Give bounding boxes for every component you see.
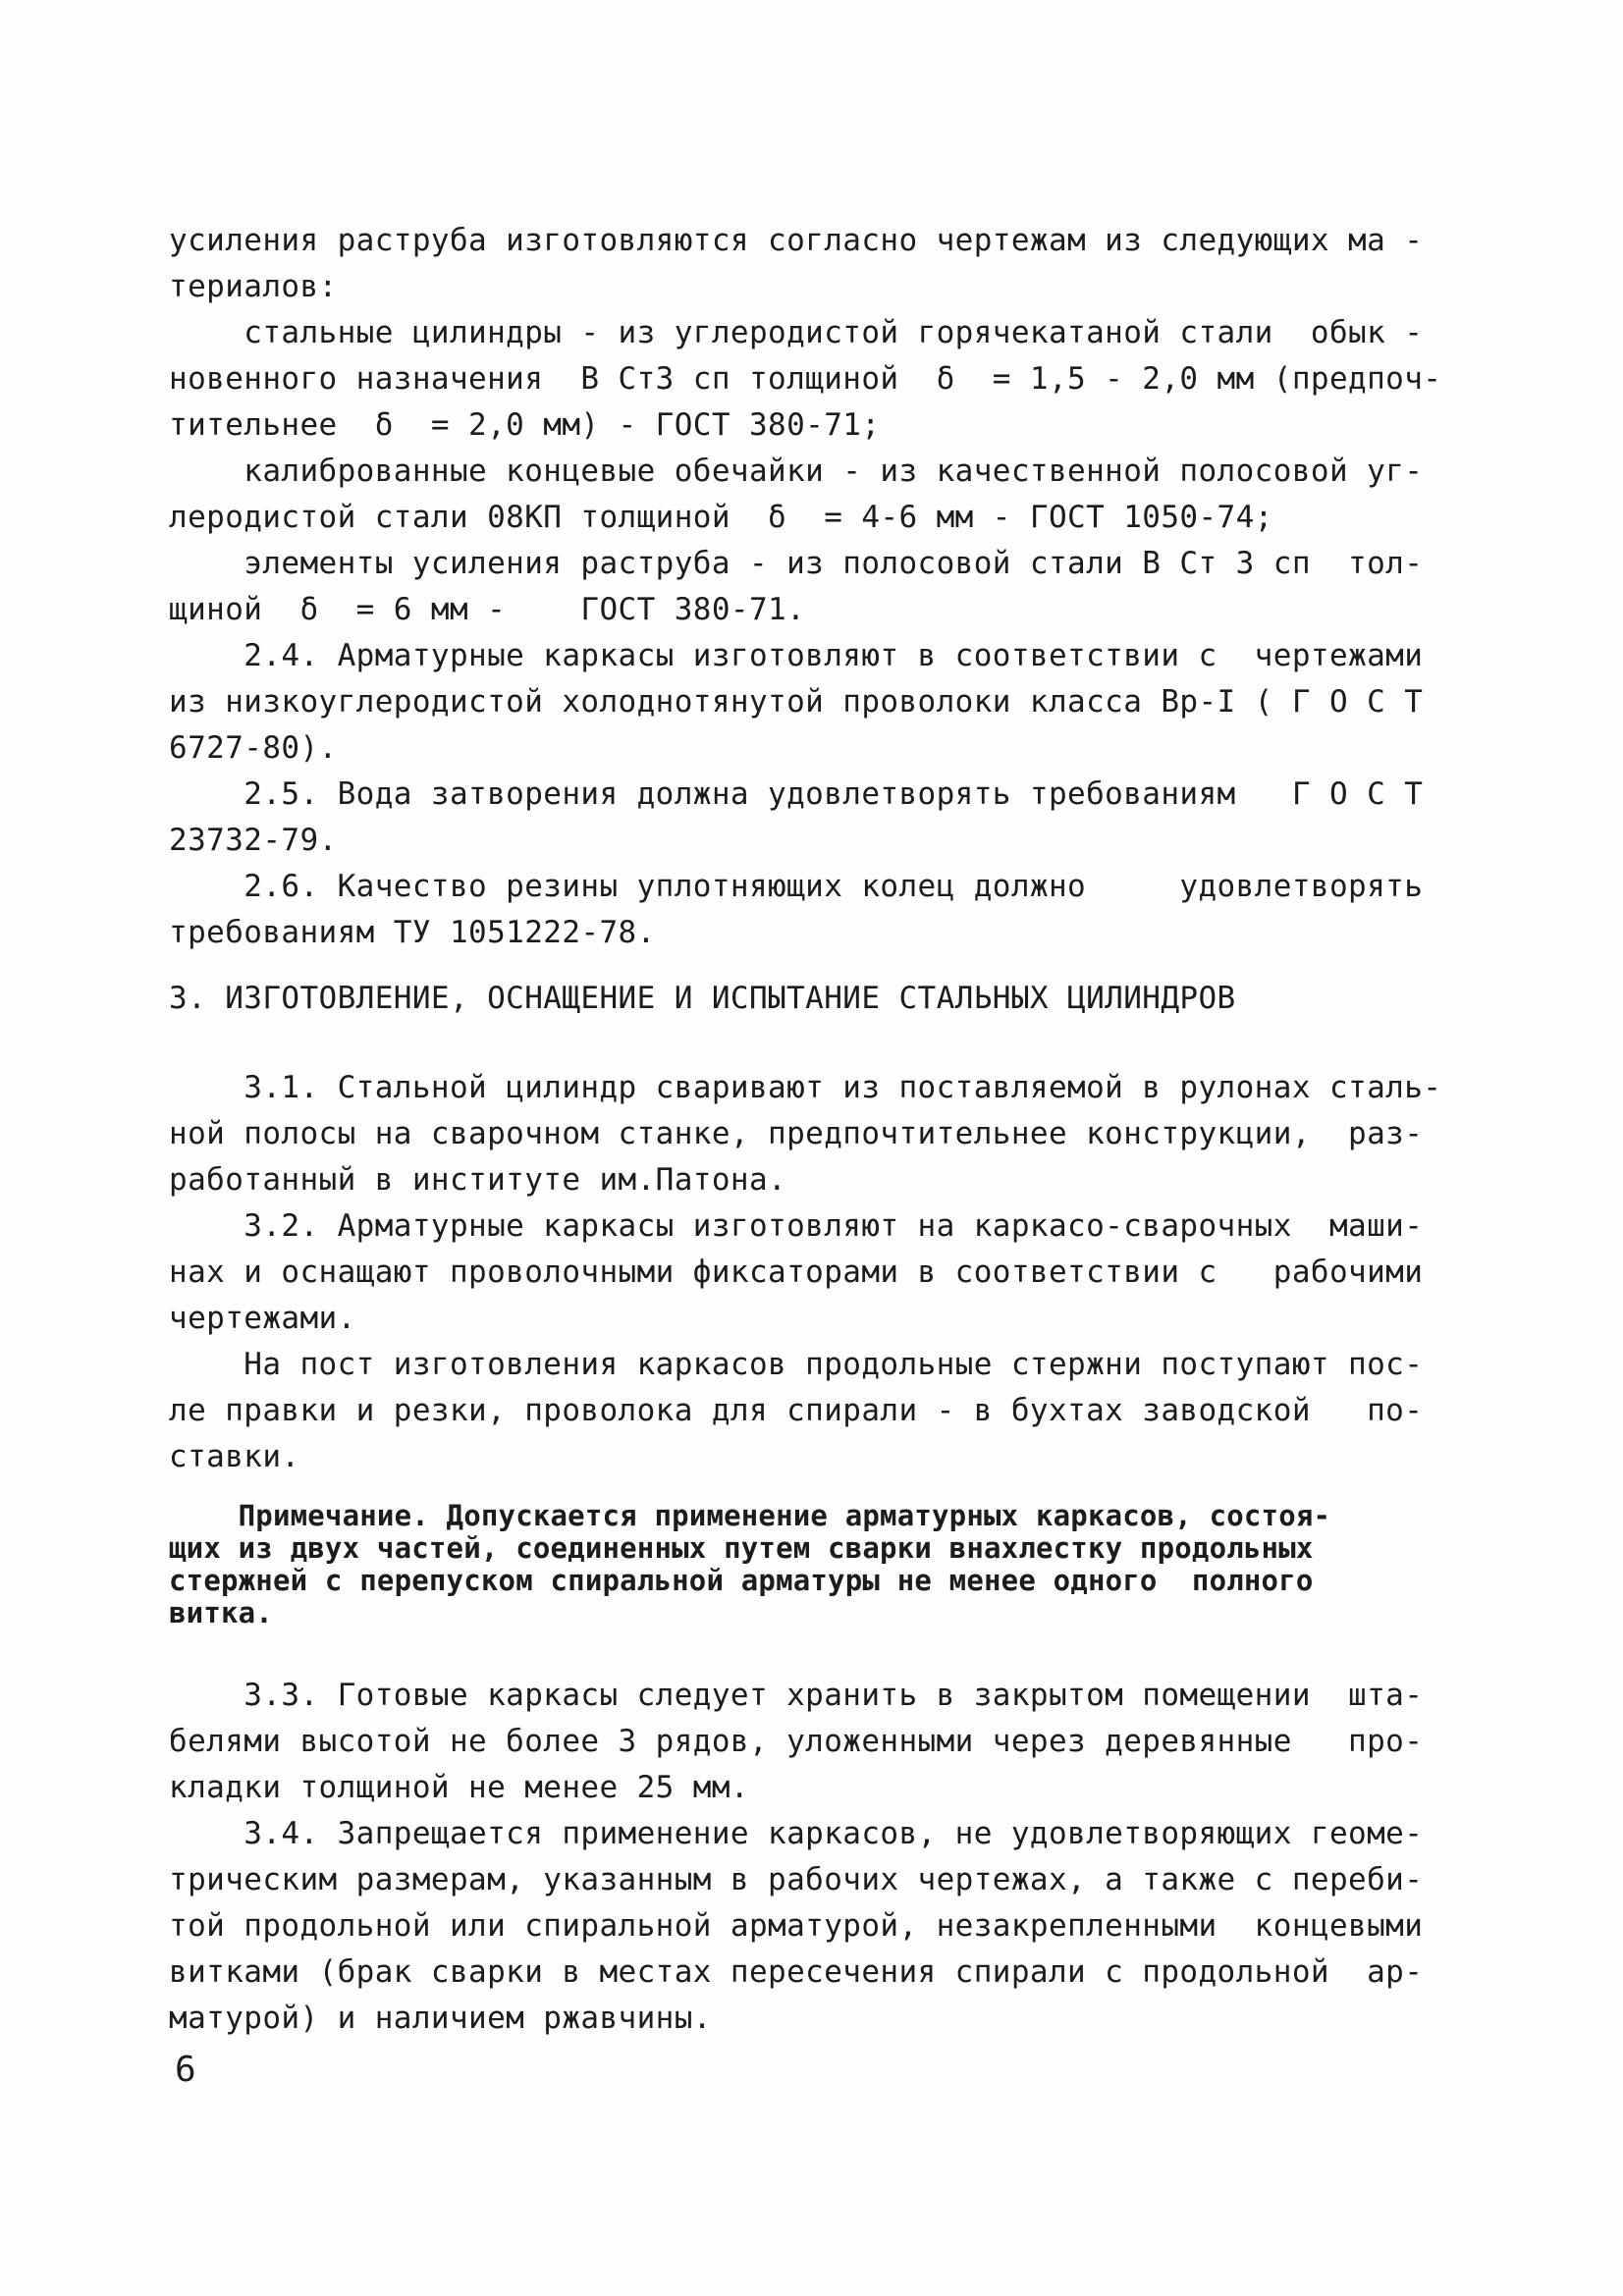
text-line: нах и оснащают проволочными фиксаторами в соответствии с рабочими [169, 1255, 1424, 1290]
text-line: 2.5. Вода затворения должна удовлетворять требованиям Г О С Т [169, 776, 1424, 812]
text-line: той продольной или спиральной арматурой, незакрепленными концевыми [169, 1908, 1424, 1944]
text-line: элементы усиления раструба - из полосовой стали В Ст 3 сп тол- [169, 546, 1424, 581]
text-line: стальные цилиндры - из углеродистой горячекатаной стали обык - [169, 315, 1424, 350]
text-line: калиброванные концевые обечайки - из качественной полосовой уг- [169, 454, 1424, 489]
note-line: стержней с перепуском спиральной арматуры не менее одного полного [169, 1564, 1314, 1597]
paragraph-group-section-3 [169, 1065, 1455, 1480]
note-block [169, 1500, 1455, 1629]
text-line: щиной δ = 6 мм - ГОСТ 380-71. [169, 592, 806, 627]
text-line: На пост изготовления каркасов продольные стержни поступают пос- [169, 1347, 1424, 1382]
text-line: ставки. [169, 1439, 300, 1474]
text-line: матурой) и наличием ржавчины. [169, 2001, 712, 2036]
text-line: кладки толщиной не менее 25 мм. [169, 1770, 749, 1805]
spacer [169, 1022, 1455, 1065]
text-line: 2.4. Арматурные каркасы изготовляют в соответствии с чертежами [169, 638, 1424, 673]
text-line: усиления раструба изготовляются согласно чертежам из следующих ма - [169, 223, 1424, 258]
text-line: 6727-80). [169, 730, 338, 766]
page-number: 6 [175, 2050, 196, 2090]
text-line: витками (брак сварки в местах пересечения спирали с продольной ар- [169, 1954, 1424, 1990]
body-text [169, 218, 1455, 2042]
text-line: 3.4. Запрещается применение каркасов, не удовлетворяющих геоме- [169, 1816, 1424, 1851]
note-line: витка. [169, 1596, 273, 1629]
text-line: тительнее δ = 2,0 мм) - ГОСТ 380-71; [169, 407, 881, 443]
text-line: ле правки и резки, проволока для спирали - в бухтах заводской по- [169, 1393, 1424, 1428]
text-line: белями высотой не более 3 рядов, уложенными через деревянные про- [169, 1724, 1424, 1759]
text-line: 3.2. Арматурные каркасы изготовляют на каркасо-сварочных маши- [169, 1208, 1424, 1244]
paragraph-group-materials [169, 218, 1455, 956]
note-line: Примечание. Допускается применение арматурных каркасов, состоя- [169, 1499, 1331, 1532]
text-line: работанный в институте им.Патона. [169, 1162, 787, 1198]
text-line: 2.6. Качество резины уплотняющих колец должно удовлетворять [169, 869, 1424, 904]
text-line: 23732-79. [169, 823, 338, 858]
text-line: новенного назначения В Ст3 сп толщиной δ = 1,5 - 2,0 мм (предпоч- [169, 361, 1442, 397]
text-line: ной полосы на сварочном станке, предпочтительнее конструкции, раз- [169, 1116, 1424, 1151]
paragraph-group-storage [169, 1673, 1455, 2042]
note-line: щих из двух частей, соединенных путем сварки внахлестку продольных [169, 1531, 1314, 1565]
text-line: трическим размерам, указанным в рабочих чертежах, а также с переби- [169, 1862, 1424, 1897]
text-line: леродистой стали 08КП толщиной δ = 4-6 мм - ГОСТ 1050-74; [169, 500, 1273, 535]
spacer [169, 1480, 1455, 1500]
text-line: требованиям ТУ 1051222-78. [169, 915, 656, 950]
text-line: чертежами. [169, 1301, 356, 1336]
spacer [169, 1629, 1455, 1673]
section-heading: 3. ИЗГОТОВЛЕНИЕ, ОСНАЩЕНИЕ И ИСПЫТАНИЕ СТАЛЬНЫХ ЦИЛИНДРОВ [169, 981, 1236, 1016]
text-line: 3.3. Готовые каркасы следует хранить в закрытом помещении шта- [169, 1678, 1424, 1713]
text-line: из низкоуглеродистой холоднотянутой проволоки класса Вр-I ( Г О С Т [169, 684, 1424, 720]
text-line: 3.1. Стальной цилиндр сваривают из поставляемой в рулонах сталь- [169, 1070, 1442, 1105]
text-line: териалов: [169, 269, 338, 304]
spacer [169, 956, 1455, 976]
